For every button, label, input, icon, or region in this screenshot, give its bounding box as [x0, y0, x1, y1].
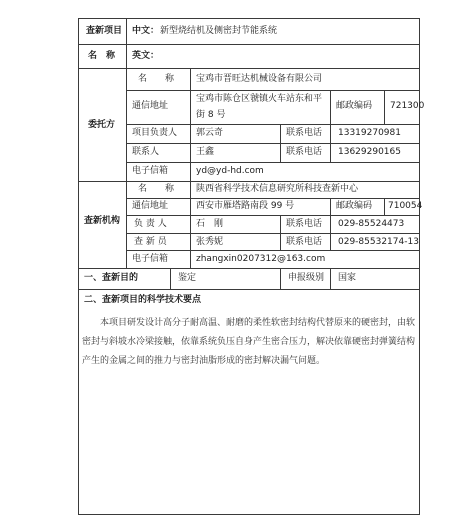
agency-leader-label: 负 责 人	[134, 219, 167, 229]
name-label: 名 称	[88, 51, 116, 61]
project-label: 查新项目	[86, 26, 123, 36]
rule	[78, 289, 420, 290]
section2-paragraph	[82, 314, 417, 371]
rule	[126, 124, 420, 125]
project-cn-value: 新型烧结机及侧密封节能系统	[160, 26, 278, 36]
rule	[126, 162, 420, 163]
client-contact-phone-label: 联系电话	[286, 147, 323, 157]
agency-staff-label: 查 新 员	[134, 237, 167, 247]
client-email-label: 电子信箱	[132, 166, 169, 176]
project-cn-prefix: 中文：	[132, 26, 160, 36]
agency-staff-phone-value: 029-85532174-13	[338, 237, 419, 247]
rule	[280, 268, 281, 289]
rule	[330, 198, 331, 215]
client-postcode-label: 邮政编码	[336, 101, 373, 111]
rule	[126, 215, 420, 216]
client-leader-value: 郭云奇	[196, 128, 224, 138]
name-en-prefix: 英文：	[132, 51, 160, 61]
rule	[126, 18, 127, 268]
agency-email-value: zhangxin0207312@163.com	[196, 254, 326, 264]
client-name-value: 宝鸡市晋旺达机械设备有限公司	[196, 74, 323, 84]
rule	[78, 44, 420, 45]
section2-line: 本项目研发设计高分子耐高温、耐磨的柔性软密封结构代替原来的硬密封，由软	[100, 318, 416, 328]
rule	[78, 181, 420, 182]
rule	[170, 268, 171, 289]
agency-section-label: 查新机构	[84, 216, 121, 226]
agency-staff-phone-label: 联系电话	[286, 237, 323, 247]
client-contact-label: 联系人	[132, 147, 160, 157]
purpose-label: 一、查新目的	[84, 273, 139, 283]
rule	[126, 233, 420, 234]
purpose-value: 鉴定	[178, 273, 197, 283]
rule	[78, 68, 420, 69]
client-leader-label: 项目负责人	[132, 128, 178, 138]
client-section-label: 委托方	[88, 120, 116, 130]
agency-postcode-value: 710054	[388, 201, 423, 211]
client-address-label: 通信地址	[132, 101, 169, 111]
section2-title: 二、查新项目的科学技术要点	[84, 295, 202, 305]
rule	[330, 215, 331, 250]
rule	[280, 215, 281, 250]
agency-leader-value: 石 刚	[196, 219, 224, 229]
table-border-left	[78, 18, 79, 515]
level-label: 申报级别	[288, 273, 325, 283]
agency-postcode-label: 邮政编码	[336, 201, 373, 211]
rule	[330, 124, 331, 162]
client-address-value-2: 街 8 号	[196, 110, 226, 120]
section2-line: 密封与斜坡水冷梁接触，依靠系统负压自身产生密合压力，解决依靠硬密封弹簧结构	[82, 337, 416, 347]
client-postcode-value: 721300	[390, 101, 425, 111]
agency-leader-phone-label: 联系电话	[286, 219, 323, 229]
agency-address-label: 通信地址	[132, 201, 169, 211]
client-address-value-1: 宝鸡市陈仓区虢镇火车站东和平	[196, 94, 323, 104]
client-leader-phone-label: 联系电话	[286, 128, 323, 138]
agency-email-label: 电子信箱	[132, 254, 169, 264]
rule	[126, 250, 420, 251]
client-contact-value: 王鑫	[196, 147, 215, 157]
table-border-right	[419, 18, 420, 515]
rule	[78, 268, 420, 269]
rule	[126, 143, 420, 144]
client-email-value: yd@yd-hd.com	[196, 166, 264, 176]
rule	[330, 268, 331, 289]
agency-staff-value: 张秀妮	[196, 237, 224, 247]
rule	[190, 68, 191, 268]
table-border-bottom	[78, 514, 420, 515]
rule	[384, 198, 385, 215]
rule	[280, 124, 281, 162]
client-name-label: 名 称	[138, 74, 175, 84]
rule	[384, 90, 385, 124]
client-leader-phone-value: 13319270981	[338, 128, 401, 138]
rule	[330, 90, 331, 124]
rule	[126, 90, 420, 91]
rule	[126, 198, 420, 199]
table-border-top	[78, 18, 420, 19]
agency-leader-phone-value: 029-85524473	[338, 219, 405, 229]
agency-address-value: 西安市雁塔路南段 99 号	[196, 201, 295, 211]
section2-line: 产生的金属之间的推力与密封油脂形成的密封解决漏气问题。	[82, 356, 326, 366]
client-contact-phone-value: 13629290165	[338, 147, 401, 157]
agency-name-value: 陕西省科学技术信息研究所科技查新中心	[196, 184, 359, 194]
agency-name-label: 名 称	[138, 184, 175, 194]
level-value: 国家	[338, 273, 357, 283]
